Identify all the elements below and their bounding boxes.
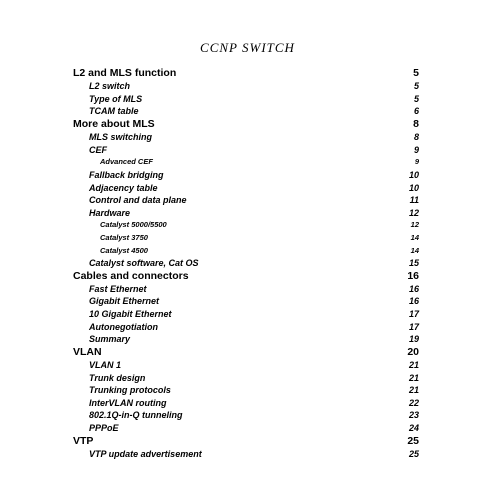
toc-entry-label: Trunking protocols (89, 385, 171, 396)
toc-entry-label: CEF (89, 144, 107, 155)
toc-entry-page-number: 9 (414, 157, 419, 167)
toc-entry-level-2[interactable] (73, 333, 419, 346)
toc-entry-level-1[interactable] (73, 270, 419, 283)
toc-entry-label: Control and data plane (89, 195, 187, 206)
toc-entry-level-2[interactable] (73, 194, 419, 207)
toc-entry-page-number: 20 (407, 345, 419, 358)
toc-entry-page-number: 22 (408, 397, 419, 408)
toc-entry-page-number: 16 (408, 283, 419, 294)
toc-entry-page-number: 10 (408, 169, 419, 180)
toc-entry-level-2[interactable] (73, 257, 419, 270)
toc-entry-page-number: 17 (408, 321, 419, 332)
toc-entry-level-3[interactable] (73, 245, 419, 258)
toc-entry-page-number: 23 (408, 410, 419, 421)
toc-entry-level-1[interactable] (73, 346, 419, 359)
toc-entry-label: MLS switching (89, 132, 152, 143)
toc-entry-label: 802.1Q-in-Q tunneling (89, 410, 183, 421)
toc-entry-page-number: 14 (410, 245, 419, 255)
toc-entry-level-2[interactable] (73, 80, 419, 93)
toc-entry-label: Advanced CEF (100, 157, 153, 167)
toc-entry-page-number: 21 (408, 360, 419, 371)
toc-entry-page-number: 14 (410, 232, 419, 242)
toc-entry-page-number: 12 (410, 220, 419, 230)
toc-entry-label: Hardware (89, 207, 131, 218)
toc-entry-label: TCAM table (89, 106, 139, 117)
toc-entry-level-2[interactable] (73, 359, 419, 372)
toc-entry-page-number: 5 (413, 93, 419, 104)
toc-entry-page-number: 16 (408, 296, 419, 307)
toc-entry-level-2[interactable] (73, 321, 419, 334)
toc-entry-label: Catalyst software, Cat OS (89, 258, 199, 269)
toc-entry-page-number: 19 (408, 334, 419, 345)
toc-entry-level-2[interactable] (73, 422, 419, 435)
toc-entry-page-number: 16 (407, 269, 419, 282)
toc-entry-level-1[interactable] (73, 435, 419, 448)
toc-entry-level-2[interactable] (73, 144, 419, 157)
toc-entry-page-number: 21 (408, 385, 419, 396)
toc-entry-label: Cables and connectors (73, 269, 189, 282)
toc-entry-level-2[interactable] (73, 182, 419, 195)
toc-entry-label: Fallback bridging (89, 169, 164, 180)
toc-entry-label: 10 Gigabit Ethernet (89, 309, 172, 320)
toc-entry-label: VLAN (73, 345, 102, 358)
toc-entry-label: Type of MLS (89, 93, 143, 104)
toc-entry-level-2[interactable] (73, 105, 419, 118)
toc-entry-label: Autonegotiation (89, 321, 158, 332)
toc-entry-page-number: 12 (408, 207, 419, 218)
toc-entry-page-number: 21 (408, 372, 419, 383)
toc-entry-page-number: 8 (413, 117, 419, 130)
toc-entry-level-2[interactable] (73, 384, 419, 397)
toc-entry-page-number: 10 (408, 182, 419, 193)
toc-entry-level-3[interactable] (73, 219, 419, 232)
toc-entry-page-number: 25 (408, 448, 419, 459)
toc-entry-label: InterVLAN routing (89, 397, 167, 408)
toc-entry-label: L2 switch (89, 81, 131, 92)
toc-entry-level-2[interactable] (73, 308, 419, 321)
toc-entry-label: VLAN 1 (89, 360, 122, 371)
toc-entry-page-number: 6 (413, 106, 419, 117)
toc-entry-label: Trunk design (89, 372, 146, 383)
toc-entry-page-number: 25 (407, 434, 419, 447)
toc-entry-level-3[interactable] (73, 232, 419, 245)
toc-entry-level-2[interactable] (73, 207, 419, 220)
toc-entry-level-3[interactable] (73, 156, 419, 169)
toc-entry-label: L2 and MLS function (73, 67, 177, 79)
toc-entry-page-number: 5 (413, 81, 419, 92)
toc-entry-label: More about MLS (73, 117, 155, 130)
toc-entry-level-2[interactable] (73, 372, 419, 385)
toc-entry-page-number: 17 (408, 309, 419, 320)
toc-entry-label: VTP (73, 434, 94, 447)
toc-entry-level-2[interactable] (73, 131, 419, 144)
toc-entry-label: Catalyst 3750 (100, 232, 148, 242)
toc-entry-page-number: 9 (413, 144, 419, 155)
toc-entry-label: Summary (89, 334, 131, 345)
toc-entry-level-2[interactable] (73, 448, 419, 461)
toc-entry-label: Catalyst 4500 (100, 245, 148, 255)
table-of-contents (73, 67, 419, 460)
document-title: CCNP SWITCH (200, 40, 295, 55)
toc-entry-label: PPPoE (89, 423, 119, 433)
toc-entry-label: Fast Ethernet (89, 283, 147, 294)
toc-entry-page-number: 5 (413, 67, 419, 79)
toc-entry-level-2[interactable] (73, 397, 419, 410)
toc-entry-page-number: 15 (408, 258, 419, 269)
toc-entry-page-number: 8 (413, 132, 419, 143)
toc-entry-level-2[interactable] (73, 93, 419, 106)
toc-entry-page-number: 24 (408, 423, 419, 433)
toc-entry-label: Gigabit Ethernet (89, 296, 160, 307)
toc-entry-label: Catalyst 5000/5500 (100, 220, 167, 230)
toc-entry-label: VTP update advertisement (89, 448, 202, 459)
toc-entry-page-number: 11 (409, 195, 419, 206)
toc-entry-level-1[interactable] (73, 118, 419, 131)
toc-entry-level-2[interactable] (73, 409, 419, 422)
toc-entry-level-2[interactable] (73, 283, 419, 296)
toc-entry-label: Adjacency table (89, 182, 158, 193)
toc-entry-level-2[interactable] (73, 295, 419, 308)
toc-entry-level-1[interactable] (73, 67, 419, 80)
toc-entry-level-2[interactable] (73, 169, 419, 182)
